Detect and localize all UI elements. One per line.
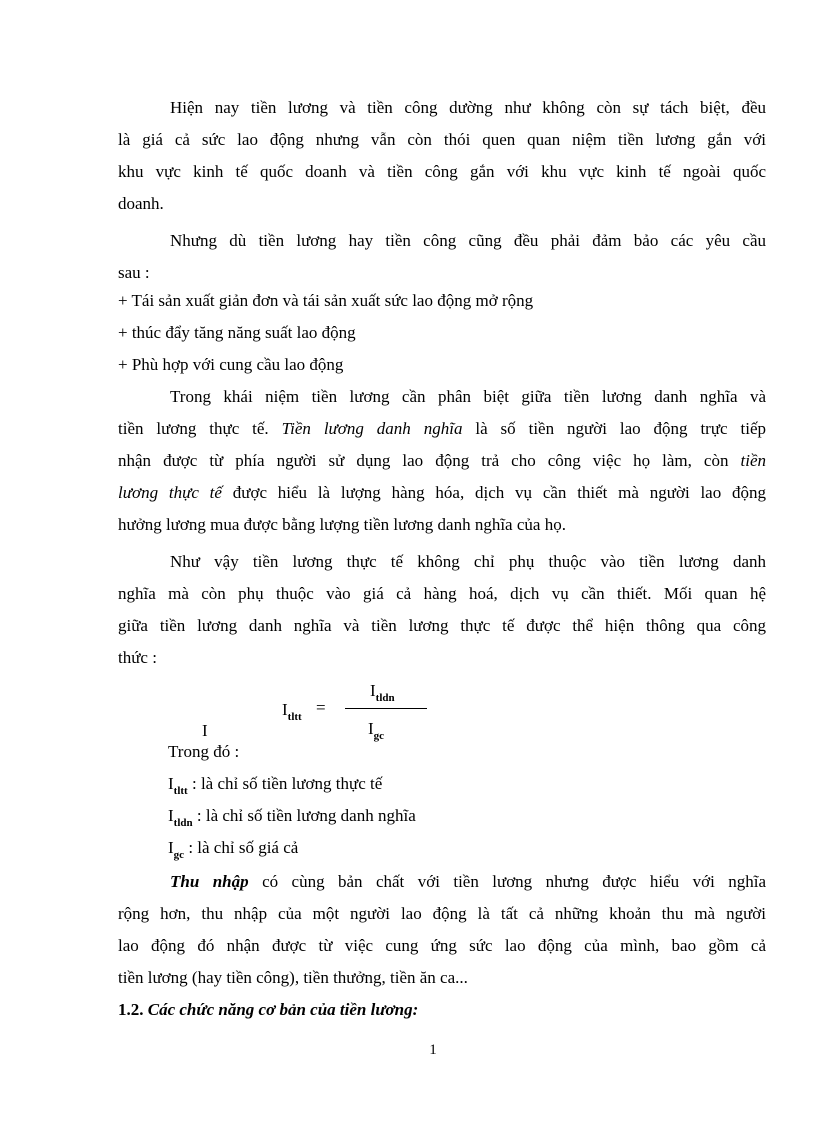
text-run: được hiểu là lượng hàng hóa, dịch vụ cần thiết mà người lao động [221, 483, 766, 502]
bullet-item: + Phù hợp với cung cầu lao động [118, 355, 344, 374]
symbol-base: I [168, 774, 174, 793]
text-run: là số tiền người lao động trực tiếp [462, 419, 767, 438]
italic-term: Tiền lương danh nghĩa [281, 419, 463, 438]
formula-lhs [282, 699, 302, 723]
formula-den-sub: gc [373, 730, 385, 742]
where-desc: : là chỉ số giá cả [184, 838, 299, 857]
symbol-base: I [168, 838, 174, 857]
formula-equals: = [316, 698, 326, 717]
formula-denominator [368, 718, 384, 742]
bullet-item: + thúc đẩy tăng năng suất lao động [118, 323, 356, 342]
where-item [168, 837, 816, 861]
section-number: 1.2. [118, 1000, 148, 1019]
paragraph-5-line-1 [170, 871, 766, 893]
paragraph-4-line-3: giữa tiền lương danh nghĩa và tiền lương thực tế được thể hiện thông qua công [118, 616, 766, 635]
formula-stray-symbol: I [202, 721, 208, 740]
symbol-sub: gc [173, 849, 185, 861]
paragraph-1-line-2: là giá cả sức lao động nhưng vẫn còn thói quen quan niệm tiền lương gắn với [118, 130, 766, 149]
formula-numerator [370, 680, 395, 704]
formula-num-base: I [370, 681, 376, 700]
paragraph-3-line-5: hưởng lương mua được bằng lượng tiền lương danh nghĩa của họ. [118, 515, 566, 534]
paragraph-5-line-2: rộng hơn, thu nhập của một người lao động là tất cả những khoản thu mà người [118, 904, 766, 923]
section-heading [118, 999, 766, 1021]
paragraph-5-line-3: lao động đó nhận được từ việc cung ứng sức lao động của mình, bao gồm cả [118, 936, 766, 955]
paragraph-4-line-1: Như vậy tiền lương thực tế không chỉ phụ thuộc vào tiền lương danh [170, 552, 766, 571]
where-title: Trong đó : [168, 742, 240, 761]
paragraph-1-line-1: Hiện nay tiền lương và tiền công dường như không còn sự tách biệt, đều [170, 98, 766, 117]
where-item [168, 773, 816, 797]
paragraph-3-line-2 [118, 418, 766, 440]
section-title: Các chức năng cơ bản của tiền lương: [147, 1000, 419, 1019]
paragraph-1-line-3: khu vực kinh tế quốc doanh và tiền công gắn với khu vực kinh tế ngoài quốc [118, 162, 766, 181]
formula-lhs-base: I [282, 700, 288, 719]
paragraph-2-line-1: Nhưng dù tiền lương hay tiền công cũng đều phải đảm bảo các yêu cầu [170, 231, 766, 250]
symbol-base: I [168, 806, 174, 825]
paragraph-4-line-2: nghĩa mà còn phụ thuộc vào giá cả hàng hoá, dịch vụ cần thiết. Mối quan hệ [118, 584, 766, 603]
where-item [168, 805, 816, 829]
text-run: tiền lương thực tế. [118, 419, 282, 438]
text-run: nhận được từ phía người sử dụng lao động trả cho công việc họ làm, còn [118, 451, 741, 470]
paragraph-5-line-4: tiền lương (hay tiền công), tiền thưởng, tiền ăn ca... [118, 968, 468, 987]
formula-den-base: I [368, 719, 374, 738]
symbol-sub: tldn [173, 817, 193, 829]
symbol-sub: tltt [173, 785, 188, 797]
formula-num-sub: tldn [375, 692, 395, 704]
italic-term: tiền [740, 451, 766, 470]
where-desc: : là chỉ số tiền lương danh nghĩa [192, 806, 416, 825]
paragraph-2-line-2: sau : [118, 263, 150, 282]
paragraph-1-line-4: doanh. [118, 194, 164, 213]
bold-italic-term: Thu nhập [170, 872, 249, 891]
page-number: 1 [429, 1042, 437, 1058]
paragraph-3-line-4 [118, 482, 766, 504]
paragraph-3-line-1: Trong khái niệm tiền lương cần phân biệt giữa tiền lương danh nghĩa và [170, 387, 766, 406]
text-run: có cùng bản chất với tiền lương nhưng được hiểu với nghĩa [248, 872, 767, 891]
paragraph-4-line-4: thức : [118, 648, 157, 667]
italic-term: lương thực tế [118, 483, 222, 502]
fraction-bar [345, 708, 427, 709]
bullet-item: + Tái sản xuất giản đơn và tái sản xuất sức lao động mở rộng [118, 291, 534, 310]
paragraph-3-line-3 [118, 450, 766, 472]
where-desc: : là chỉ số tiền lương thực tế [187, 774, 383, 793]
formula-lhs-sub: tltt [287, 711, 302, 723]
